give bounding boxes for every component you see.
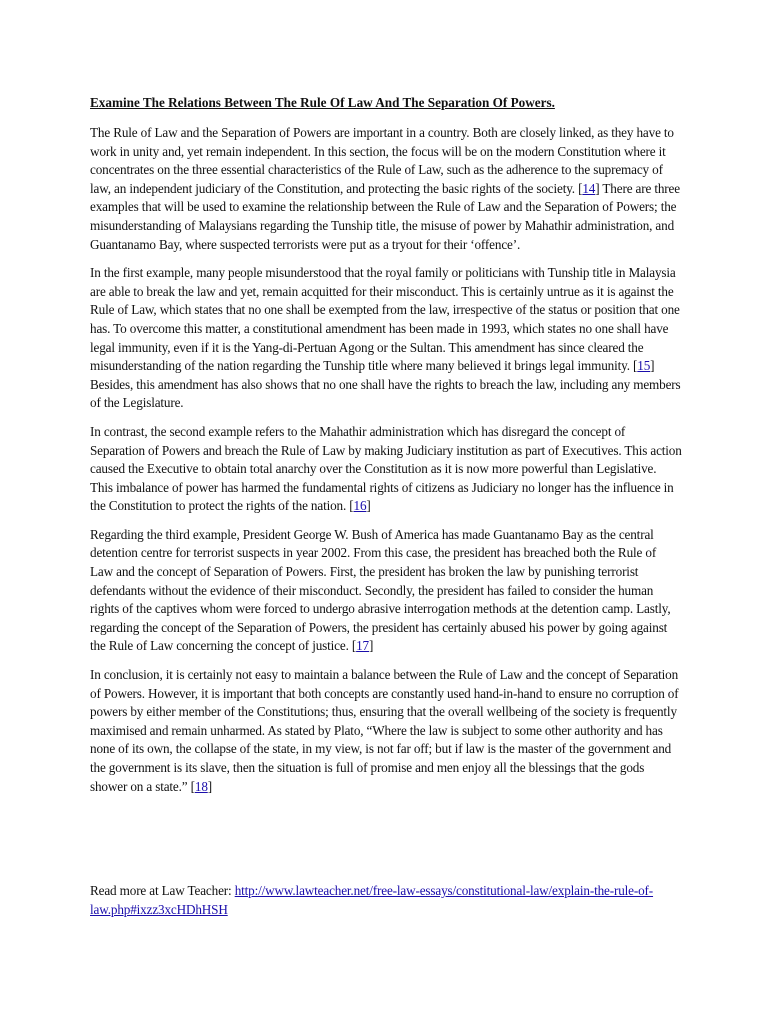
paragraph-text: In conclusion, it is certainly not easy to maintain a balance between the Rule of Law and the concept of Separation of Powers. However, it is important that both concepts are constantly used hand-in-hand to ensure no corruption of powers by either member of the Constitutions; thus, ensuring that the overall wellbeing of the society is frequently maximised and remain unharmed. As stated by Plato, “Where the law is subject to some other authority and has none of its own, the collapse of the state, in my view, is not far off; but if law is the master of the government and the government is its slave, then the situation is full of promise and men enjoy all the blessings that the gods shower on a state.” [ (90, 667, 679, 794)
paragraph-text: ] (369, 638, 374, 654)
paragraph-conclusion (90, 666, 682, 796)
read-more-line (90, 881, 682, 919)
footnote-link-15[interactable]: 15 (637, 358, 651, 374)
footnote-link-17[interactable]: 17 (356, 638, 369, 654)
paragraph-text: In contrast, the second example refers to the Mahathir administration which has disregard the concept of Separation of Powers and breach the Rule of Law by making Judiciary institution as part of Executives. This action caused the Executive to obtain total anarchy over the Constitution as it is now more powerful than Legislative. This imbalance of power has harmed the fundamental rights of citizens as Judiciary no longer has the influence in the Constitution to protect the rights of the nation. [ (90, 423, 682, 514)
paragraph-text: Regarding the third example, President George W. Bush of America has made Guantanamo Bay as the central detention centre for terrorist suspects in year 2002. From this case, the president has breached both the Rule of Law and the concept of Separation of Powers. First, the president has broken the law by punishing terrorist defendants without the evidence of their misconduct. Secondly, the president has failed to consider the human rights of the captives whom were forced to undergo abrasive interrogation methods at the detention camp. Lastly, regarding the concept of the Separation of Powers, the president has certainly abused his power by going against the Rule of Law concerning the concept of justice. [ (90, 526, 671, 654)
footnote-link-18[interactable]: 18 (194, 778, 208, 794)
paragraph-text: ] (207, 778, 213, 794)
paragraph-introduction (90, 124, 682, 254)
paragraph-first-example (90, 264, 682, 413)
paragraph-text: ] There are three examples that will be used to examine the relationship between the Rule of Law and the Separation of Powers; the misunderstanding of Malaysians regarding the Tunship title, the misuse of power by Mahathir administration, and Guantanamo Bay, where suspected terrorists were put as a tryout for their ‘offence’. (90, 180, 680, 252)
paragraph-text: ] Besides, this amendment has also shows that no one shall have the rights to breach the law, including any members of the Legislature. (90, 358, 681, 411)
paragraph-text: ] (366, 498, 371, 514)
paragraph-third-example (90, 526, 682, 656)
paragraph-text: The Rule of Law and the Separation of Powers are important in a country. Both are closely linked, as they have to work in unity and, yet remain independent. In this section, the focus will be on the modern Constitution where it concentrates on the three essential characteristics of the Rule of Law, such as the adherence to the supremacy of law, an independent judiciary of the Constitution, and protecting the basic rights of the society. [ (90, 125, 674, 196)
footnote-link-14[interactable]: 14 (582, 180, 596, 196)
read-more-label: Read more at Law Teacher: (90, 883, 235, 898)
document-title: Examine The Relations Between The Rule Of Law And The Separation Of Powers. (90, 95, 555, 110)
document-body (90, 94, 682, 806)
source-link[interactable]: http://www.lawteacher.net/free-law-essays/constitutional-law/explain-the-rule-of-law.php#ixzz3xcHDhHSH (90, 883, 654, 917)
footnote-link-16[interactable]: 16 (353, 498, 367, 514)
paragraph-second-example (90, 423, 682, 516)
paragraph-text: In the first example, many people misunderstood that the royal family or politicians with Tunship title in Malaysia are able to break the law and yet, remain acquitted for their misconduct. This is certainly untrue as it is against the Rule of Law, which states that no one shall be exempted from the law, irrespective of the status or position that one has. To overcome this matter, a constitutional amendment has been made in 1993, which states no one shall have legal immunity, even if it is the Yang-di-Pertuan Agong or the Sultan. This amendment has since cleared the misunderstanding of the nation regarding the Tunship title where many believed it brings legal immunity. [ (90, 265, 680, 374)
